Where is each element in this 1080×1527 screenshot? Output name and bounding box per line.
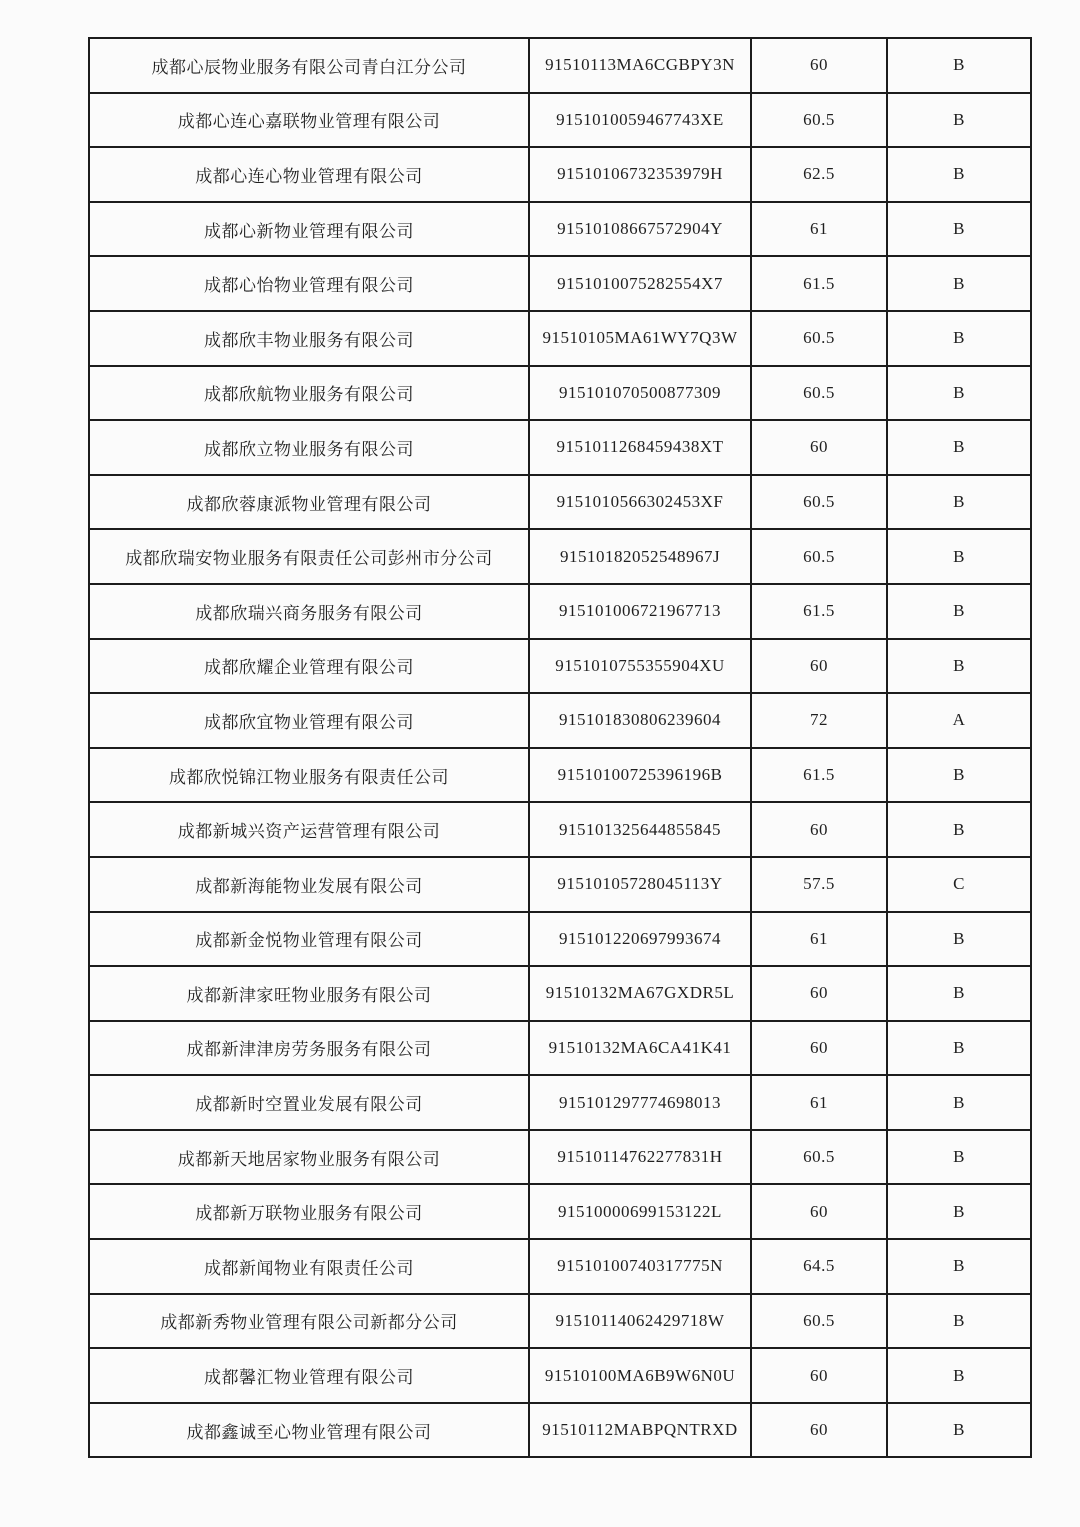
credit-code-cell: 91510100MA6B9W6N0U	[529, 1348, 751, 1403]
score-cell: 64.5	[751, 1239, 887, 1294]
credit-code-cell: 915101070500877309	[529, 366, 751, 421]
company-name-cell: 成都新津家旺物业服务有限公司	[89, 966, 529, 1021]
table-row	[89, 366, 1031, 421]
grade-cell: B	[887, 584, 1031, 639]
credit-code-cell: 91510132MA67GXDR5L	[529, 966, 751, 1021]
grade-cell: B	[887, 1294, 1031, 1349]
table-row	[89, 1021, 1031, 1076]
score-cell: 60	[751, 1184, 887, 1239]
credit-code-cell: 91510106732353979H	[529, 147, 751, 202]
company-name-cell: 成都新闻物业有限责任公司	[89, 1239, 529, 1294]
table-row	[89, 311, 1031, 366]
company-name-cell: 成都心怡物业管理有限公司	[89, 256, 529, 311]
credit-code-cell: 91510100740317775N	[529, 1239, 751, 1294]
grade-cell: B	[887, 802, 1031, 857]
credit-code-cell: 915101006721967713	[529, 584, 751, 639]
grade-cell: B	[887, 1239, 1031, 1294]
rating-table-body	[89, 38, 1031, 1457]
table-row	[89, 584, 1031, 639]
table-row	[89, 693, 1031, 748]
credit-code-cell: 91510132MA6CA41K41	[529, 1021, 751, 1076]
grade-cell: B	[887, 529, 1031, 584]
company-name-cell: 成都心新物业管理有限公司	[89, 202, 529, 257]
company-name-cell: 成都欣立物业服务有限公司	[89, 420, 529, 475]
table-row	[89, 93, 1031, 148]
grade-cell: B	[887, 147, 1031, 202]
company-name-cell: 成都心连心物业管理有限公司	[89, 147, 529, 202]
company-name-cell: 成都鑫诚至心物业管理有限公司	[89, 1403, 529, 1458]
grade-cell: B	[887, 1184, 1031, 1239]
company-name-cell: 成都新秀物业管理有限公司新都分公司	[89, 1294, 529, 1349]
grade-cell: B	[887, 912, 1031, 967]
table-row	[89, 147, 1031, 202]
company-name-cell: 成都欣蓉康派物业管理有限公司	[89, 475, 529, 530]
score-cell: 60.5	[751, 311, 887, 366]
credit-code-cell: 91510108667572904Y	[529, 202, 751, 257]
company-name-cell: 成都馨汇物业管理有限公司	[89, 1348, 529, 1403]
company-name-cell: 成都心连心嘉联物业管理有限公司	[89, 93, 529, 148]
company-name-cell: 成都欣耀企业管理有限公司	[89, 639, 529, 694]
score-cell: 60.5	[751, 93, 887, 148]
credit-code-cell: 9151010755355904XU	[529, 639, 751, 694]
company-rating-table	[88, 37, 1032, 1458]
grade-cell: A	[887, 693, 1031, 748]
grade-cell: B	[887, 311, 1031, 366]
table-row	[89, 1239, 1031, 1294]
score-cell: 72	[751, 693, 887, 748]
grade-cell: B	[887, 256, 1031, 311]
grade-cell: B	[887, 420, 1031, 475]
score-cell: 61.5	[751, 256, 887, 311]
credit-code-cell: 915101297774698013	[529, 1075, 751, 1130]
grade-cell: B	[887, 475, 1031, 530]
score-cell: 60	[751, 802, 887, 857]
table-row	[89, 475, 1031, 530]
grade-cell: B	[887, 966, 1031, 1021]
company-name-cell: 成都欣航物业服务有限公司	[89, 366, 529, 421]
table-row	[89, 857, 1031, 912]
score-cell: 60	[751, 1021, 887, 1076]
credit-code-cell: 91510100725396196B	[529, 748, 751, 803]
table-row	[89, 1403, 1031, 1458]
credit-code-cell: 915101220697993674	[529, 912, 751, 967]
score-cell: 61	[751, 912, 887, 967]
grade-cell: B	[887, 1075, 1031, 1130]
table-row	[89, 748, 1031, 803]
grade-cell: B	[887, 748, 1031, 803]
grade-cell: B	[887, 202, 1031, 257]
table-row	[89, 420, 1031, 475]
company-name-cell: 成都欣瑞兴商务服务有限公司	[89, 584, 529, 639]
company-name-cell: 成都新时空置业发展有限公司	[89, 1075, 529, 1130]
table-row	[89, 1075, 1031, 1130]
score-cell: 57.5	[751, 857, 887, 912]
credit-code-cell: 91510105728045113Y	[529, 857, 751, 912]
table-row	[89, 1184, 1031, 1239]
company-name-cell: 成都新海能物业发展有限公司	[89, 857, 529, 912]
table-row	[89, 202, 1031, 257]
table-row	[89, 38, 1031, 93]
score-cell: 60	[751, 639, 887, 694]
score-cell: 60	[751, 1403, 887, 1458]
table-row	[89, 639, 1031, 694]
credit-code-cell: 9151011268459438XT	[529, 420, 751, 475]
credit-code-cell: 915101830806239604	[529, 693, 751, 748]
company-name-cell: 成都欣宜物业管理有限公司	[89, 693, 529, 748]
credit-code-cell: 91510000699153122L	[529, 1184, 751, 1239]
grade-cell: B	[887, 1021, 1031, 1076]
company-name-cell: 成都欣悦锦江物业服务有限责任公司	[89, 748, 529, 803]
company-name-cell: 成都新金悦物业管理有限公司	[89, 912, 529, 967]
credit-code-cell: 91510105MA61WY7Q3W	[529, 311, 751, 366]
company-name-cell: 成都新城兴资产运营管理有限公司	[89, 802, 529, 857]
grade-cell: C	[887, 857, 1031, 912]
score-cell: 60.5	[751, 1130, 887, 1185]
score-cell: 60	[751, 38, 887, 93]
company-name-cell: 成都心辰物业服务有限公司青白江分公司	[89, 38, 529, 93]
company-name-cell: 成都新万联物业服务有限公司	[89, 1184, 529, 1239]
credit-code-cell: 9151010059467743XE	[529, 93, 751, 148]
score-cell: 60.5	[751, 1294, 887, 1349]
grade-cell: B	[887, 366, 1031, 421]
credit-code-cell: 91510112MABPQNTRXD	[529, 1403, 751, 1458]
credit-code-cell: 91510182052548967J	[529, 529, 751, 584]
table-row	[89, 1348, 1031, 1403]
score-cell: 60.5	[751, 529, 887, 584]
grade-cell: B	[887, 38, 1031, 93]
company-name-cell: 成都新天地居家物业服务有限公司	[89, 1130, 529, 1185]
grade-cell: B	[887, 1130, 1031, 1185]
score-cell: 60	[751, 966, 887, 1021]
grade-cell: B	[887, 1403, 1031, 1458]
table-row	[89, 966, 1031, 1021]
table-row	[89, 1130, 1031, 1185]
grade-cell: B	[887, 93, 1031, 148]
table-row	[89, 529, 1031, 584]
grade-cell: B	[887, 639, 1031, 694]
grade-cell: B	[887, 1348, 1031, 1403]
score-cell: 61.5	[751, 748, 887, 803]
score-cell: 60	[751, 1348, 887, 1403]
score-cell: 60.5	[751, 475, 887, 530]
credit-code-cell: 9151010566302453XF	[529, 475, 751, 530]
table-row	[89, 802, 1031, 857]
company-name-cell: 成都欣丰物业服务有限公司	[89, 311, 529, 366]
table-row	[89, 256, 1031, 311]
score-cell: 60	[751, 420, 887, 475]
company-name-cell: 成都新津津房劳务服务有限公司	[89, 1021, 529, 1076]
credit-code-cell: 91510113MA6CGBPY3N	[529, 38, 751, 93]
score-cell: 62.5	[751, 147, 887, 202]
credit-code-cell: 91510114062429718W	[529, 1294, 751, 1349]
company-name-cell: 成都欣瑞安物业服务有限责任公司彭州市分公司	[89, 529, 529, 584]
credit-code-cell: 91510114762277831H	[529, 1130, 751, 1185]
credit-code-cell: 915101325644855845	[529, 802, 751, 857]
score-cell: 61	[751, 1075, 887, 1130]
score-cell: 61.5	[751, 584, 887, 639]
score-cell: 60.5	[751, 366, 887, 421]
table-row	[89, 1294, 1031, 1349]
credit-code-cell: 9151010075282554X7	[529, 256, 751, 311]
table-row	[89, 912, 1031, 967]
score-cell: 61	[751, 202, 887, 257]
